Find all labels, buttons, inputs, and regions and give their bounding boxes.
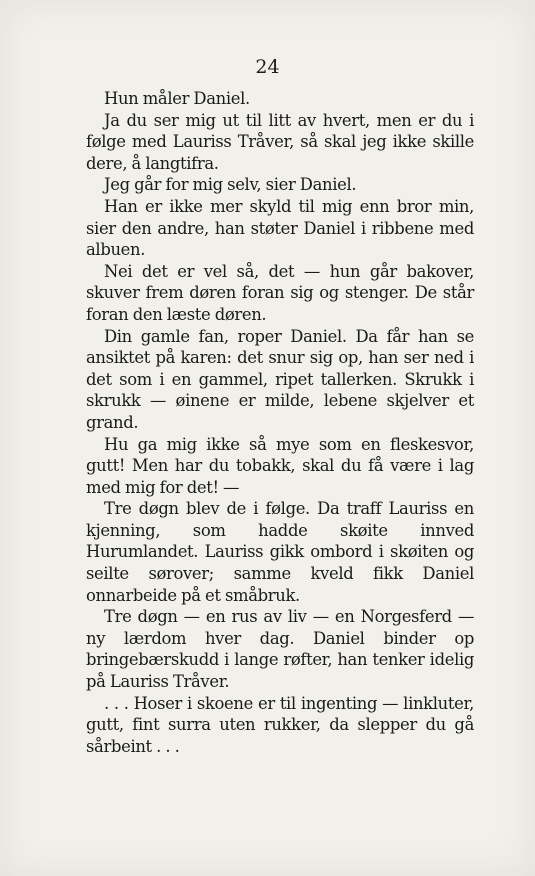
page-number: 24 [255,56,280,78]
paragraph: Han er ikke mer skyld til mig enn bror min, sier den andre, han støter Daniel i ribbene med albuen. [86,196,474,260]
paragraph: Tre døgn — en rus av liv — en Norgesferd — ny lærdom hver dag. Daniel binder op bringebærskudd i lange røfter, han tenker idelig på Lauriss Tråver. [86,607,474,692]
paragraph: Din gamle fan, roper Daniel. Da får han se ansiktet på karen: det snur sig op, han ser ned i det som i en gammel, ripet tallerken. Skrukk i skrukk — øinene er milde, lebene skjelver et grand. [86,326,474,432]
paragraph: Ja du ser mig ut til litt av hvert, men er du i følge med Lauriss Tråver, så skal jeg ikke skille dere, å langtifra. [86,110,474,173]
paragraph: Jeg går for mig selv, sier Daniel. [104,175,357,195]
paragraph: Tre døgn blev de i følge. Da traff Lauriss en kjenning, som hadde skøite innved Hurumlandet. Lauriss gikk ombord i skøiten og seilte sørover; samme kveld fikk Daniel onnarbeide på et småbruk. [86,499,474,605]
paragraph: Hu ga mig ikke så mye som en fleskesvor, gutt! Men har du tobakk, skal du få være i lag med mig for det! — [86,434,474,497]
paragraph: Hun måler Daniel. [104,89,250,108]
paragraph: Nei det er vel så, det — hun går bakover, skuver frem døren foran sig og stenger. De står foran den læste døren. [86,261,474,324]
body-text [86,88,474,757]
paragraph: . . . Hoser i skoene er til ingenting — linkluter, gutt, fint surra uten rukker, da slepper du gå sårbeint . . . [86,693,474,756]
